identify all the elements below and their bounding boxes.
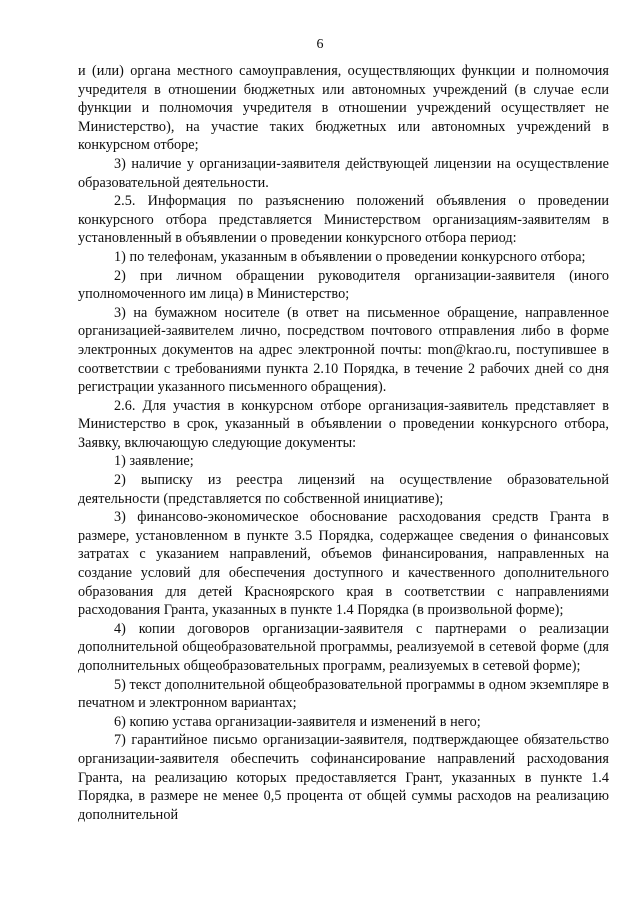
paragraph-2-6-item-4: 4) копии договоров организации-заявителя с партнерами о реализации дополнительной общеобразовательной программы, реализуемой в сетевой форме (для дополнительных общеобразовательных программ, реализуемых в сетевой форме); [78, 620, 609, 674]
paragraph-2-5-item-2: 2) при личном обращении руководителя организации-заявителя (иного уполномоченного им лица) в Министерство; [78, 267, 609, 303]
paragraph-2-6-item-2: 2) выписку из реестра лицензий на осуществление образовательной деятельности (представляется по собственной инициативе); [78, 472, 609, 507]
page-number: 6 [316, 37, 324, 52]
paragraph-2-6: 2.6. Для участия в конкурсном отборе организация-заявитель представляет в Министерство в срок, указанный в объявлении о проведении конкурсного отбора, Заявку, включающую следующие документы: [78, 397, 609, 451]
paragraph-continuation: и (или) органа местного самоуправления, осуществляющих функции и полномочия учредителя в отношении бюджетных или автономных учреждений (в случае если функции и полномочия учредителя в отношении учреждений осуществляет не Министерство), на участие таких бюджетных или автономных учреждений в конкурсном отборе; [78, 63, 609, 154]
paragraph-2-5: 2.5. Информация по разъяснению положений объявления о проведении конкурсного отбора представляется Министерством организациям-заявителям в установленный в объявлении о проведении конкурсного отбора период: [78, 193, 609, 247]
paragraph-2-6-item-5: 5) текст дополнительной общеобразовательной программы в одном экземпляре в печатном и электронном вариантах; [78, 676, 609, 712]
paragraph-2-6-item-1: 1) заявление; [114, 453, 194, 470]
paragraph-2-6-item-3: 3) финансово-экономическое обоснование расходования средств Гранта в размере, установленном в пункте 3.5 Порядка, содержащее сведения о финансовых затратах с указанием направлений, объемов финансирования, направленных на создание условий для обеспечения доступного и качественного дополнительного образования для детей Красноярского края в соответствии с направлениями расходования Гранта, указанных в пункте 1.4 Порядка (в произвольной форме); [78, 509, 609, 619]
paragraph-2-6-item-6: 6) копию устава организации-заявителя и изменений в него; [114, 713, 481, 730]
paragraph-2-6-item-7: 7) гарантийное письмо организации-заявителя, подтверждающее обязательство организации-заявителя обеспечить софинансирование направлений расходования Гранта, на реализацию которых предоставляется Грант, указанных в пункте 1.4 Порядка, в размере не менее 0,5 процента от общей суммы расходов на реализацию дополнительной [78, 732, 609, 823]
document-body [78, 62, 609, 824]
paragraph-license: 3) наличие у организации-заявителя действующей лицензии на осуществление образовательной деятельности. [78, 155, 609, 191]
paragraph-2-5-item-3: 3) на бумажном носителе (в ответ на письменное обращение, направленное организацией-заявителем лично, посредством почтового отправления либо в форме электронных документов на адрес электронной почты: mon@krao.ru, поступившее в соответствии с требованиями пункта 2.10 Порядка, в течение 2 рабочих дней со дня регистрации указанного письменного обращения). [78, 304, 609, 396]
paragraph-2-5-item-1: 1) по телефонам, указанным в объявлении о проведении конкурсного отбора; [114, 248, 586, 265]
